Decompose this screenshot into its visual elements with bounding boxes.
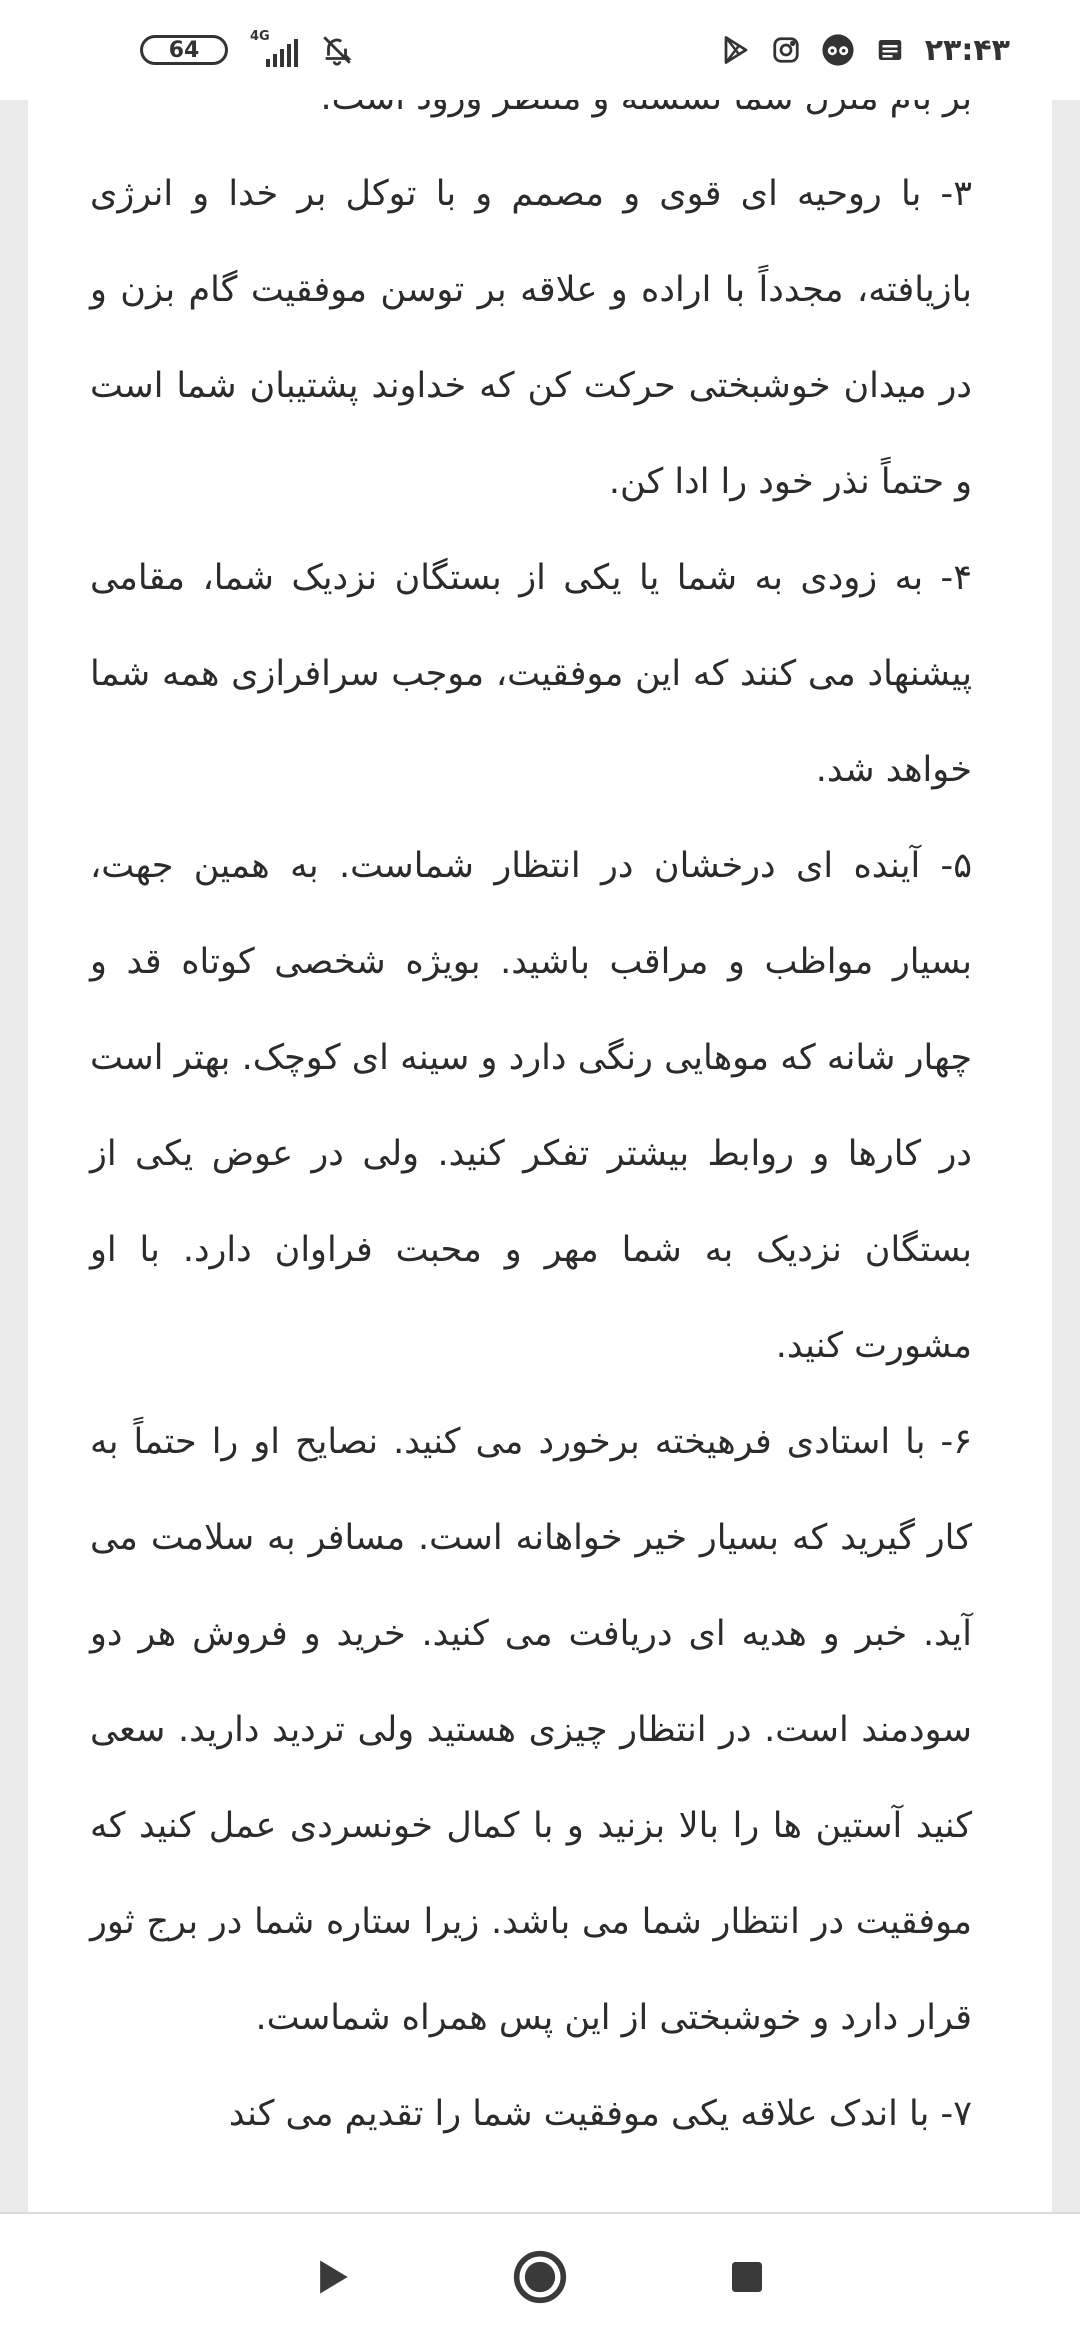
article-body [90, 50, 972, 2162]
instagram-icon [771, 35, 801, 65]
news-icon [875, 35, 905, 65]
recents-icon [727, 2257, 767, 2297]
tripadvisor-icon [821, 33, 855, 67]
paragraph: ۳- با روحیه ای قوی و مصمم و با توکل بر خدا و انرژی بازیافته، مجدداً با اراده و علاقه بر توسن موفقیت گام بزن و در میدان خوشبختی حرکت کن که خداوند پشتیبان شما است و حتماً نذر خود را ادا کن. [90, 174, 972, 502]
clock: ۲۳:۴۳ [924, 32, 1010, 68]
battery-level: 64 [168, 37, 200, 63]
home-button[interactable] [500, 2237, 580, 2317]
paragraph: ۷- با اندک علاقه یکی موفقیت شما را تقدیم می کند [228, 2094, 972, 2134]
navigation-bar [0, 2212, 1080, 2340]
recents-button[interactable] [707, 2237, 787, 2317]
home-icon [512, 2249, 568, 2305]
back-icon [311, 2255, 355, 2299]
notification-muted-icon [320, 33, 354, 67]
network-type: 4G [250, 29, 270, 44]
paragraph: ۴- به زودی به شما یا یکی از بستگان نزدیک شما، مقامی پیشنهاد می کنند که این موفقیت، موجب سرافرازی همه شما خواهد شد. [90, 558, 972, 790]
battery-indicator [140, 35, 228, 65]
paragraph: ۵- آینده ای درخشان در انتظار شماست. به همین جهت، بسیار مواظب و مراقب باشید. بویژه شخصی کوتاه قد و چهار شانه که موهایی رنگی دارد و سینه ای کوچک. بهتر است در کارها و روابط بیشتر تفکر کنید. ولی در عوض یکی از بستگان نزدیک به شما مهر و محبت فراوان دارد. با او مشورت کنید. [90, 846, 972, 1366]
paragraph: ۶- با استادی فرهیخته برخورد می کنید. نصایح او را حتماً به کار گیرید که بسیار خیر خواهانه است. مسافر به سلامت می آید. خبر و هدیه ای دریافت می کنید. خرید و فروش هر دو سودمند است. در انتظار چیزی هستید ولی تردید دارید. سعی کنید آستین ها را بالا بزنید و با کمال خونسردی عمل کنید که موفقیت در انتظار شما می باشد. زیرا ستاره شما در برج ثور قرار دارد و خوشبختی از این پس همراه شماست. [90, 1422, 972, 2038]
signal-icon [250, 29, 298, 67]
back-button[interactable] [293, 2237, 373, 2317]
article-page[interactable] [28, 0, 1052, 2212]
play-store-icon [721, 35, 751, 65]
status-bar [0, 0, 1080, 100]
